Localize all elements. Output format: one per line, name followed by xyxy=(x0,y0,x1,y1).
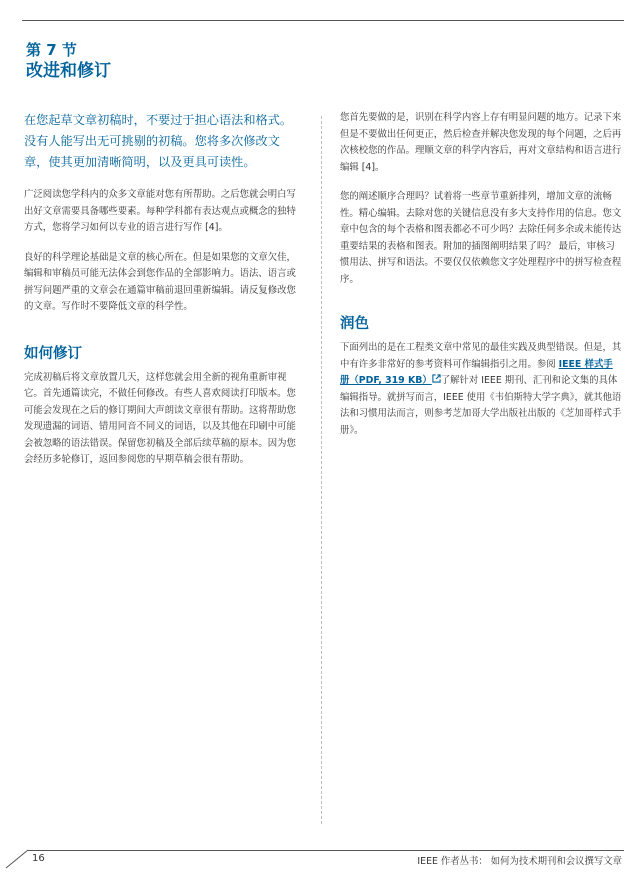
page-number: 16 xyxy=(32,853,45,864)
section-number: 第 7 节 xyxy=(26,41,77,59)
footer-rule xyxy=(28,850,624,851)
polish-text-end: 了解针对 IEEE 期刊、汇刊和论文集的具体编辑指导。就拼写而言，IEEE 使用《韦伯斯特大学字典》，就其他语法和习惯用法而言，则参考芝加哥大学出版社出版的《芝加哥样式手册》。 xyxy=(340,375,622,436)
paragraph-polish xyxy=(340,340,622,439)
heading-polish: 润色 xyxy=(340,316,369,332)
footer-slash-mark xyxy=(4,840,34,870)
section-heading xyxy=(26,40,111,82)
left-column xyxy=(24,110,304,482)
polish-text-start: 下面列出的是在工程类文章中常见的最佳实践及典型错误。但是，其中有许多非常好的参考资料可作编辑指引之用。参阅 xyxy=(340,342,622,370)
top-rule xyxy=(22,20,624,21)
footer-title: IEEE 作者丛书： 如何为技术期刊和会议撰写文章 xyxy=(417,856,622,867)
right-column xyxy=(340,110,622,452)
paragraph-read-widely: 广泛阅读您学科内的众多文章能对您有所帮助。之后您就会明白写出好文章需要具备哪些要素。每种学科都有表达观点或概念的独特方式，您将学习如何以专业的语言进行写作 [4]。 xyxy=(24,189,296,233)
paragraph-science-foundation: 良好的科学理论基础是文章的核心所在。但是如果您的文章欠佳，编辑和审稿员可能无法体会到您作品的全部影响力。语法、语言或拼写问题严重的文章会在通篇审稿前退回重新编辑。请反复修改您的文章。写作时不要降低文章的科学性。 xyxy=(24,251,296,312)
paragraph-revision-process: 完成初稿后将文章放置几天，这样您就会用全新的视角重新审视它。首先通篇读完，不做任何修改。有些人喜欢阅读打印版本。您可能会发现在之后的修订期间大声朗读文章很有帮助。这将帮助您发现遗漏的词语、错用同音不同义的词语，以及其他在印刷中可能会被忽略的语法错误。保留您初稿及全部后续草稿的原本。因为您会经历多轮修订，返回参阅您的早期草稿会很有帮助。 xyxy=(24,371,296,465)
paragraph-identify-problems: 您首先要做的是，识别在科学内容上存有明显问题的地方。记录下来但是不要做出任何更正，然后检查并解决您发现的每个问题，之后再次核校您的作品。理顺文章的科学内容后，再对文章结构和语言进行编辑 [4]。 xyxy=(340,112,622,173)
paragraph-logical-order: 您的阐述顺序合理吗？试着将一些章节重新排列，增加文章的流畅性。精心编辑。去除对您的关键信息没有多大支持作用的信息。您文章中包含的每个表格和图表都必不可少吗？去除任何多余或未能传达重要结果的表格和图表。附加的插图阐明结果了吗？ 最后，审核习惯用法、拼写和语法。不要仅仅依赖您文字处理程序中的拼写检查程序。 xyxy=(340,191,622,285)
section-title: 改进和修订 xyxy=(26,61,111,81)
intro-paragraph: 在您起草文章初稿时，不要过于担心语法和格式。没有人能写出无可挑剔的初稿。您将多次修改文章，使其更加清晰简明，以及更具可读性。 xyxy=(24,113,293,169)
heading-how-to-revise: 如何修订 xyxy=(24,345,82,362)
ieee-style-manual-link[interactable]: IEEE 样式手册（PDF, 319 KB） xyxy=(340,358,613,386)
external-link-icon[interactable] xyxy=(432,373,441,390)
column-divider xyxy=(321,116,322,824)
page-footer xyxy=(0,840,642,880)
